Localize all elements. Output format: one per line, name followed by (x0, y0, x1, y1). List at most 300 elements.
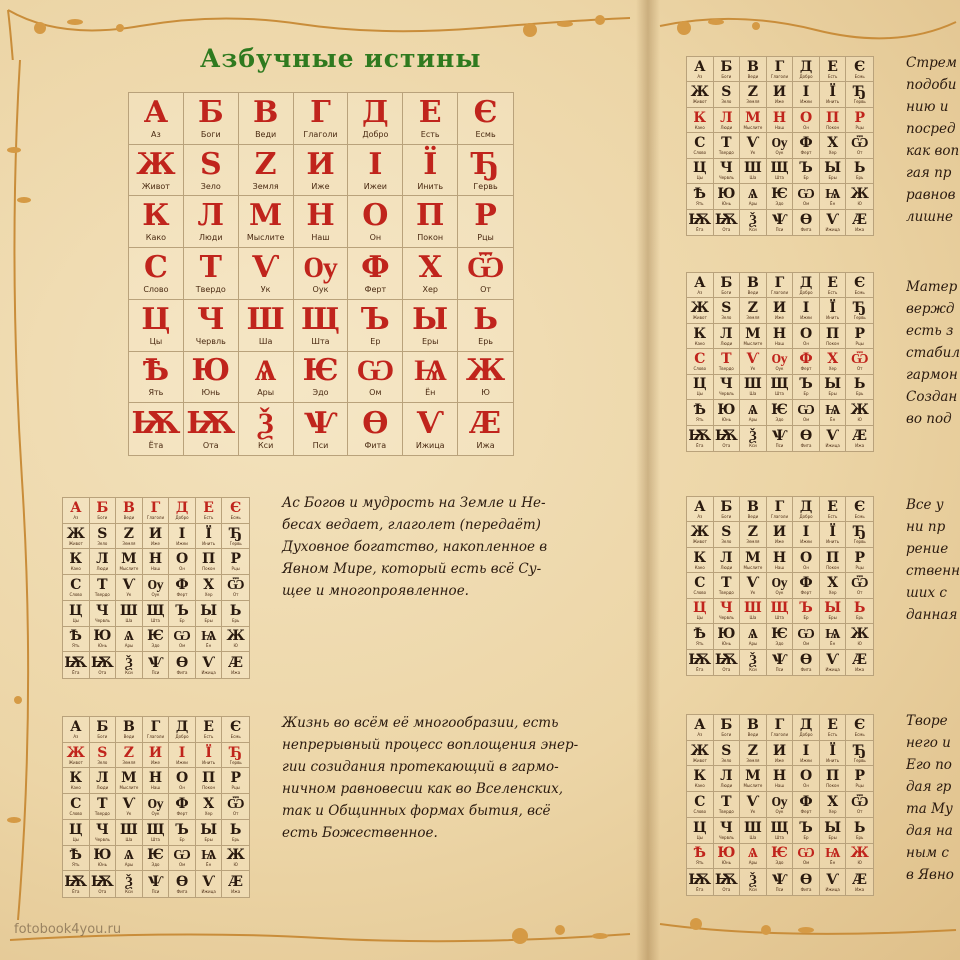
letter-cell (348, 248, 403, 300)
letter-glyph: Т (97, 576, 108, 593)
letter-glyph: В (747, 498, 759, 515)
letter-glyph: Ѧ (747, 185, 758, 202)
letter-name: Ферт (364, 284, 387, 294)
letter-glyph: Ѳ (175, 654, 189, 671)
letter-glyph: Ѿ (850, 134, 869, 151)
letter-name: Слово (693, 589, 707, 595)
letter-name: Пси (312, 440, 329, 450)
letter-name: Фита (800, 886, 812, 892)
letter-name: Ом (802, 640, 810, 646)
letter-name: Оук (775, 365, 784, 371)
letter-name: Есть (827, 289, 838, 295)
letter-cell (129, 93, 184, 145)
letter-name: Гервь (853, 539, 866, 545)
letter-cell (767, 869, 794, 895)
letter-glyph: О (799, 549, 813, 566)
letter-glyph: Ѣ (693, 625, 706, 642)
letter-glyph: Ж (66, 525, 85, 542)
letter-cell (767, 599, 794, 624)
letter-name: Инить (417, 181, 444, 191)
letter-glyph: Ь (853, 376, 866, 393)
letter-name: Кси (749, 666, 757, 672)
letter-name: Хер (204, 810, 213, 816)
letter-cell (793, 57, 820, 82)
letter-cell (846, 869, 873, 895)
paragraph-6: Творе него и Его по дая гр та Му дая на ным с в Явно (906, 713, 954, 883)
letter-name: Ота (722, 886, 731, 892)
letter-name: Иже (150, 759, 161, 765)
letter-name: Ёта (696, 886, 704, 892)
letter-glyph: К (693, 549, 707, 566)
letter-name: Добро (175, 514, 189, 520)
letter-glyph: М (121, 551, 137, 568)
letter-glyph: К (69, 770, 83, 787)
letter-cell (793, 650, 820, 675)
letter-cell (294, 93, 349, 145)
letter-glyph: Ѕ (721, 84, 732, 101)
letter-cell (348, 93, 403, 145)
letter-name: Добро (799, 289, 813, 295)
letter-glyph: Ѵ (416, 405, 444, 441)
letter-cell (740, 844, 767, 870)
letter-name: Кси (749, 226, 757, 232)
letter-cell (820, 159, 847, 184)
letter-glyph: Ц (69, 602, 83, 619)
letter-glyph: Ѭ (64, 873, 88, 890)
letter-cell (793, 349, 820, 374)
letter-glyph: Д (175, 718, 189, 735)
letter-glyph: Ѯ (125, 654, 133, 671)
letter-glyph: Ѹ (303, 249, 338, 285)
letter-name: Гервь (229, 759, 242, 765)
letter-name: Ёта (148, 440, 164, 450)
letter-name: Ижеи (800, 315, 812, 321)
letter-cell (348, 300, 403, 352)
letter-name: Живот (141, 181, 170, 191)
letter-name: Инить (826, 315, 840, 321)
letter-glyph: Ч (719, 376, 733, 393)
letter-cell (169, 717, 196, 743)
letter-glyph: Ф (799, 350, 813, 367)
letter-name: Ижа (855, 442, 865, 448)
letter-glyph: Ш (246, 301, 285, 337)
letter-glyph: Ѯ (257, 405, 274, 441)
letter-name: Пси (775, 226, 784, 232)
letter-name: Эдо (312, 388, 329, 398)
letter-glyph: Ѧ (747, 401, 758, 418)
letter-name: Земля (122, 759, 136, 765)
letter-cell (169, 743, 196, 769)
letter-glyph: Ѱ (771, 211, 788, 228)
letter-glyph: Х (827, 350, 839, 367)
letter-name: Добро (799, 731, 813, 737)
letter-name: Покон (826, 124, 840, 130)
letter-name: Глаголи (770, 73, 789, 79)
letter-cell (740, 400, 767, 425)
letter-cell (714, 298, 741, 323)
letter-cell (184, 196, 239, 248)
letter-name: Ижица (201, 669, 216, 675)
letter-cell (793, 624, 820, 649)
letter-name: Ук (126, 810, 132, 816)
letter-name: Он (179, 566, 185, 572)
letter-name: Мыслите (743, 340, 763, 346)
letter-glyph: Ѥ (147, 628, 164, 645)
letter-name: Ерь (855, 391, 864, 397)
letter-cell (820, 741, 847, 767)
letter-glyph: Ѭ (64, 654, 88, 671)
letter-name: Аз (697, 289, 703, 295)
letter-cell (116, 743, 143, 769)
letter-glyph: Е (418, 94, 442, 130)
letter-glyph: Ы (200, 821, 218, 838)
letter-cell (820, 522, 847, 547)
letter-cell (820, 349, 847, 374)
letter-cell (767, 349, 794, 374)
letter-name: Мыслите (743, 564, 763, 570)
letter-glyph: Ъ (799, 819, 813, 836)
letter-name: Кси (749, 886, 757, 892)
letter-glyph: Л (96, 551, 109, 568)
letter-name: Иже (774, 315, 785, 321)
letter-name: Глаголи (770, 513, 789, 519)
letter-cell (169, 524, 196, 550)
letter-glyph: П (826, 549, 840, 566)
letter-cell (793, 108, 820, 133)
letter-cell (90, 717, 117, 743)
letter-glyph: Ѕ (199, 146, 222, 182)
letter-name: Есть (420, 129, 440, 139)
letter-glyph: Ѿ (850, 793, 869, 810)
floral-ornament-bottom-right-icon (656, 900, 960, 960)
letter-glyph: Г (774, 716, 785, 733)
letter-glyph: Ы (824, 819, 842, 836)
letter-cell (63, 549, 90, 575)
letter-glyph: Ѳ (799, 211, 813, 228)
letter-cell (116, 575, 143, 601)
letter-cell (714, 400, 741, 425)
letter-cell (714, 349, 741, 374)
letter-name: Ом (802, 416, 810, 422)
letter-name: Люди (720, 340, 733, 346)
letter-glyph: І (368, 146, 383, 182)
letter-glyph: Ѿ (850, 574, 869, 591)
letter-glyph: Ь (229, 602, 242, 619)
letter-glyph: М (249, 198, 283, 234)
letter-name: Рцы (855, 783, 864, 789)
alphabet-table-small-5 (686, 496, 874, 676)
letter-cell (403, 93, 458, 145)
floral-ornament-top-right-icon (656, 0, 960, 50)
letter-cell (239, 145, 294, 197)
letter-glyph: Г (310, 94, 331, 130)
letter-name: От (856, 589, 863, 595)
letter-name: Ота (98, 888, 107, 894)
letter-name: Ён (830, 416, 836, 422)
letter-cell (740, 573, 767, 598)
letter-name: Ук (750, 808, 756, 814)
letter-glyph: Т (721, 134, 732, 151)
letter-glyph: Ъ (799, 376, 813, 393)
letter-name: Инить (202, 540, 216, 546)
letter-cell (458, 248, 513, 300)
letter-cell (846, 57, 873, 82)
letter-glyph: Ѥ (771, 845, 788, 862)
letter-glyph: К (693, 109, 707, 126)
letter-cell (116, 652, 143, 678)
floral-ornament-top-left-icon (0, 0, 640, 60)
letter-cell (820, 184, 847, 209)
letter-name: Глаголи (770, 289, 789, 295)
letter-name: Оук (312, 284, 329, 294)
letter-name: Иже (774, 99, 785, 105)
letter-glyph: Ѱ (147, 654, 164, 671)
letter-name: Хер (828, 589, 837, 595)
letter-name: Пси (775, 442, 784, 448)
letter-name: Зело (721, 315, 732, 321)
letter-cell (767, 82, 794, 107)
letter-glyph: И (772, 84, 787, 101)
letter-cell (740, 715, 767, 741)
letter-glyph: Ы (824, 160, 842, 177)
letter-cell (169, 498, 196, 524)
letter-name: Како (70, 785, 81, 791)
letter-name: Фита (800, 442, 812, 448)
letter-glyph: Ѕ (721, 300, 732, 317)
letter-name: Ша (749, 615, 757, 621)
letter-cell (714, 573, 741, 598)
letter-name: Аз (697, 731, 703, 737)
letter-glyph: А (70, 718, 82, 735)
letter-cell (793, 548, 820, 573)
letter-name: Червль (718, 834, 734, 840)
letter-cell (767, 497, 794, 522)
letter-name: Рцы (231, 785, 240, 791)
letter-glyph: Ї (423, 146, 438, 182)
letter-cell (793, 599, 820, 624)
letter-glyph: Ѥ (771, 185, 788, 202)
letter-glyph: Л (720, 109, 733, 126)
letter-name: Мыслите (246, 233, 285, 243)
letter-name: Ары (124, 643, 134, 649)
letter-name: Твердо (718, 365, 734, 371)
letter-cell (116, 498, 143, 524)
letter-glyph: М (745, 325, 761, 342)
letter-glyph: Д (362, 94, 389, 130)
letter-cell (129, 196, 184, 248)
letter-glyph: Л (197, 198, 225, 234)
letter-glyph: Є (854, 498, 866, 515)
letter-name: Покон (826, 340, 840, 346)
letter-name: Зело (721, 99, 732, 105)
letter-name: Како (694, 340, 705, 346)
letter-glyph: М (745, 109, 761, 126)
letter-name: Веди (123, 514, 135, 520)
letter-cell (793, 497, 820, 522)
letter-name: Ижица (825, 886, 840, 892)
letter-cell (846, 184, 873, 209)
letter-glyph: А (143, 94, 169, 130)
letter-cell (820, 82, 847, 107)
letter-name: Червль (94, 836, 110, 842)
letter-cell (63, 498, 90, 524)
letter-name: Ук (126, 591, 132, 597)
letter-cell (793, 273, 820, 298)
letter-name: Аз (697, 513, 703, 519)
letter-name: Гервь (473, 181, 498, 191)
letter-cell (458, 145, 513, 197)
letter-glyph: Н (772, 768, 787, 785)
letter-cell (846, 273, 873, 298)
letter-name: Слово (143, 284, 169, 294)
letter-glyph: Ѵ (746, 134, 760, 151)
letter-glyph: Ѡ (797, 185, 815, 202)
letter-cell (63, 743, 90, 769)
letter-glyph: Р (854, 325, 865, 342)
letter-glyph: Ѱ (304, 405, 337, 441)
letter-name: Есмь (230, 514, 241, 520)
letter-name: Ижеи (363, 181, 387, 191)
letter-cell (63, 524, 90, 550)
letter-glyph: Ѭ (688, 427, 712, 444)
letter-glyph: Ж (850, 185, 869, 202)
letter-cell (222, 549, 249, 575)
letter-name: Оук (151, 810, 160, 816)
letter-cell (458, 93, 513, 145)
letter-name: Боги (200, 129, 221, 139)
letter-cell (740, 624, 767, 649)
letter-name: Гервь (853, 315, 866, 321)
letter-name: Ижа (231, 669, 241, 675)
letter-cell (793, 159, 820, 184)
alphabet-table-small-1 (62, 497, 250, 679)
letter-name: Ёта (696, 442, 704, 448)
letter-cell (403, 145, 458, 197)
letter-glyph: Ѵ (251, 249, 280, 285)
letter-glyph: Ѥ (302, 353, 339, 389)
letter-name: Ёта (696, 226, 704, 232)
letter-cell (793, 400, 820, 425)
letter-name: Есмь (230, 733, 241, 739)
letter-name: Он (803, 564, 809, 570)
letter-glyph: Z (747, 300, 759, 317)
letter-cell (143, 768, 170, 794)
letter-cell (846, 133, 873, 158)
letter-glyph: Ж (66, 744, 85, 761)
letter-name: Ом (369, 388, 382, 398)
letter-name: Иже (774, 539, 785, 545)
letter-name: Люди (199, 233, 223, 243)
letter-cell (90, 498, 117, 524)
letter-name: Аз (73, 514, 79, 520)
page-title: Азбучные истины (200, 44, 482, 73)
letter-name: Ша (749, 834, 757, 840)
letter-glyph: Z (747, 742, 759, 759)
letter-glyph: Т (721, 350, 732, 367)
letter-name: Цы (72, 836, 79, 842)
letter-cell (846, 349, 873, 374)
letter-cell (687, 624, 714, 649)
letter-name: Ер (803, 175, 809, 181)
letter-cell (222, 768, 249, 794)
letter-glyph: Ѿ (466, 249, 505, 285)
letter-glyph: Ю (191, 353, 231, 389)
letter-cell (63, 768, 90, 794)
letter-name: Ары (748, 416, 758, 422)
letter-name: Ижица (201, 888, 216, 894)
letter-glyph: Ш (744, 160, 762, 177)
letter-glyph: Д (799, 716, 813, 733)
letter-glyph: Æ (852, 871, 867, 888)
letter-cell (90, 820, 117, 846)
letter-name: Добро (362, 129, 389, 139)
letter-glyph: Ѭ (714, 651, 738, 668)
letter-name: Инить (826, 99, 840, 105)
letter-cell (116, 717, 143, 743)
letter-glyph: Т (97, 795, 108, 812)
letter-cell (820, 766, 847, 792)
letter-name: Шта (311, 336, 330, 346)
letter-glyph: Ѹ (771, 793, 788, 810)
letter-name: Ёта (696, 666, 704, 672)
letter-name: Боги (721, 731, 732, 737)
letter-name: Пси (151, 888, 160, 894)
letter-name: Ферт (800, 808, 812, 814)
letter-glyph: Ь (853, 160, 866, 177)
letter-cell (793, 324, 820, 349)
letter-cell (740, 497, 767, 522)
letter-name: Слово (69, 810, 83, 816)
letter-glyph: Ь (473, 301, 498, 337)
letter-glyph: Ю (717, 625, 736, 642)
letter-glyph: Ѳ (799, 427, 813, 444)
letter-cell (348, 145, 403, 197)
letter-name: Глаголи (146, 733, 165, 739)
letter-glyph: Ѳ (799, 651, 813, 668)
letter-name: Инить (826, 539, 840, 545)
letter-glyph: Т (199, 249, 222, 285)
letter-glyph: Ц (693, 160, 707, 177)
letter-glyph: Ѭ (714, 427, 738, 444)
letter-glyph: Т (721, 574, 732, 591)
letter-cell (846, 497, 873, 522)
letter-cell (846, 210, 873, 235)
letter-glyph: Ї (829, 524, 836, 541)
letter-cell (714, 273, 741, 298)
letter-cell (63, 652, 90, 678)
letter-cell (239, 196, 294, 248)
letter-name: Слово (693, 808, 707, 814)
letter-name: Зело (721, 757, 732, 763)
letter-cell (687, 844, 714, 870)
letter-name: Ижица (415, 440, 445, 450)
letter-cell (169, 820, 196, 846)
letter-cell (169, 575, 196, 601)
letter-cell (143, 575, 170, 601)
letter-name: Живот (68, 759, 83, 765)
letter-name: Ять (696, 200, 704, 206)
letter-glyph: Х (827, 793, 839, 810)
letter-glyph: Z (123, 744, 135, 761)
letter-glyph: Щ (770, 376, 789, 393)
letter-cell (116, 601, 143, 627)
letter-cell (740, 273, 767, 298)
letter-cell (129, 403, 184, 455)
letter-cell (793, 298, 820, 323)
letter-name: Кси (125, 669, 133, 675)
letter-glyph: В (252, 94, 279, 130)
letter-cell (740, 766, 767, 792)
